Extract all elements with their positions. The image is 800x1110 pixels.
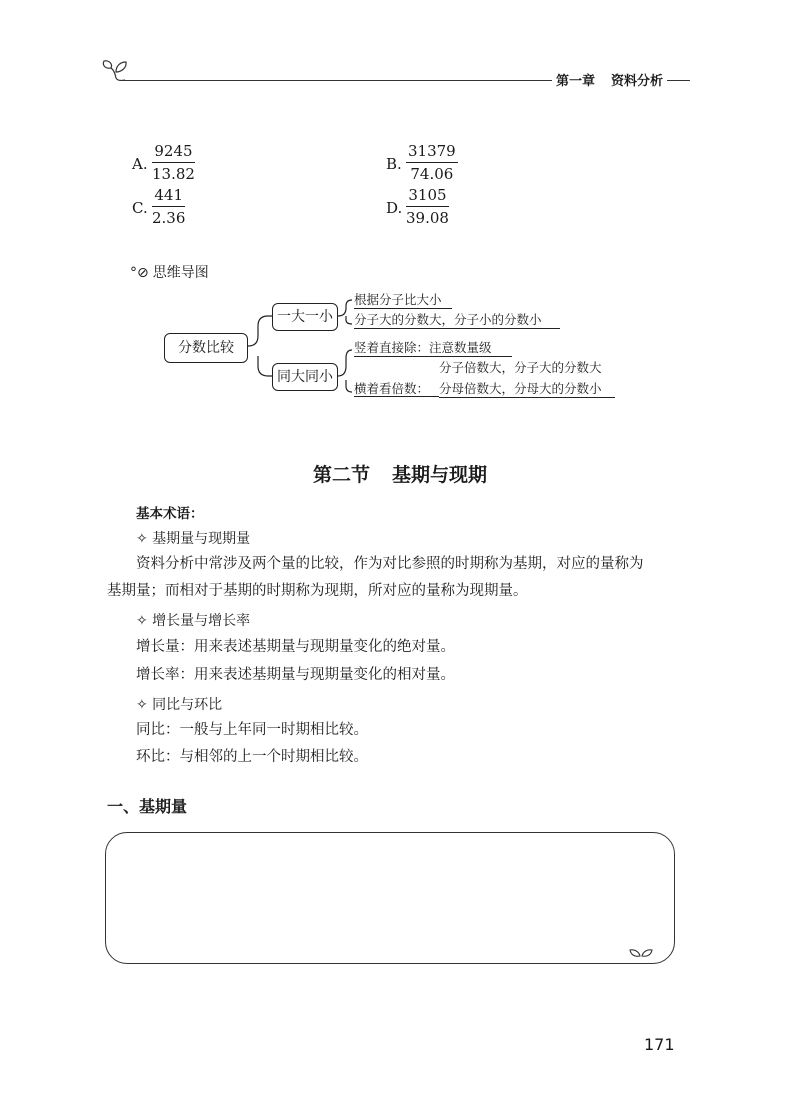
subsection-heading: 一、基期量 xyxy=(107,797,188,816)
option-letter: C. xyxy=(132,199,148,217)
chapter-title: 资料分析 xyxy=(611,74,664,89)
chapter-number: 第一章 xyxy=(556,74,596,89)
denominator: 13.82 xyxy=(152,165,195,183)
sprout-icon xyxy=(626,944,656,960)
mindmap-root: 分数比较 xyxy=(164,333,248,363)
section-number: 第二节 xyxy=(312,464,370,486)
page-number: 171 xyxy=(644,1035,675,1054)
paragraph-line: 同比：一般与上年同一时期相比较。 xyxy=(136,722,368,738)
mindmap-leaf: 分母倍数大，分母大的分数小 xyxy=(439,379,615,398)
leaf-icon: °⊘ xyxy=(130,265,149,281)
numerator: 441 xyxy=(152,186,185,207)
term-heading: ✧ 基期量与现期量 xyxy=(136,531,251,547)
terms-heading: 基本术语： xyxy=(136,506,204,522)
mindmap-leaf-underline xyxy=(354,396,439,397)
paragraph-line: 环比：与相邻的上一个时期相比较。 xyxy=(136,749,368,765)
option-letter: D. xyxy=(386,199,403,217)
term-heading: ✧ 增长量与增长率 xyxy=(136,613,251,629)
section-title xyxy=(0,460,800,487)
mindmap-leaf: 竖着直接除：注意数量级 xyxy=(354,338,512,357)
numerator: 3105 xyxy=(406,186,449,207)
mindmap-branch-both-big-both-small: 同大同小 xyxy=(272,363,338,391)
mindmap-leaf: 分子倍数大，分子大的分数大 xyxy=(439,360,602,375)
mindmap-leaf: 横着看倍数： xyxy=(354,381,430,396)
mindmap-branch-one-big-one-small: 一大一小 xyxy=(272,303,338,331)
paragraph-line: 增长量：用来表述基期量与现期量变化的绝对量。 xyxy=(136,639,455,655)
notes-box xyxy=(105,832,675,964)
numerator: 31379 xyxy=(406,142,458,163)
mindmap-leaf: 根据分子比大小 xyxy=(354,290,452,309)
mindmap-title-text: 思维导图 xyxy=(152,265,209,281)
paragraph-line: 基期量；而相对于基期的时期称为现期，所对应的量称为现期量。 xyxy=(107,583,528,599)
paragraph-line: 资料分析中常涉及两个量的比较，作为对比参照的时期称为基期，对应的量称为 xyxy=(136,556,644,572)
mindmap-leaf: 分子大的分数大，分子小的分数小 xyxy=(354,310,560,329)
option-letter: A. xyxy=(132,155,148,173)
option-letter: B. xyxy=(386,155,402,173)
denominator: 2.36 xyxy=(152,209,186,227)
mindmap-connectors xyxy=(0,0,800,420)
term-heading: ✧ 同比与环比 xyxy=(136,697,223,713)
section-name: 基期与现期 xyxy=(392,464,488,486)
denominator: 39.08 xyxy=(406,209,449,227)
numerator: 9245 xyxy=(152,142,195,163)
paragraph-line: 增长率：用来表述基期量与现期量变化的相对量。 xyxy=(136,667,455,683)
denominator: 74.06 xyxy=(410,165,454,183)
